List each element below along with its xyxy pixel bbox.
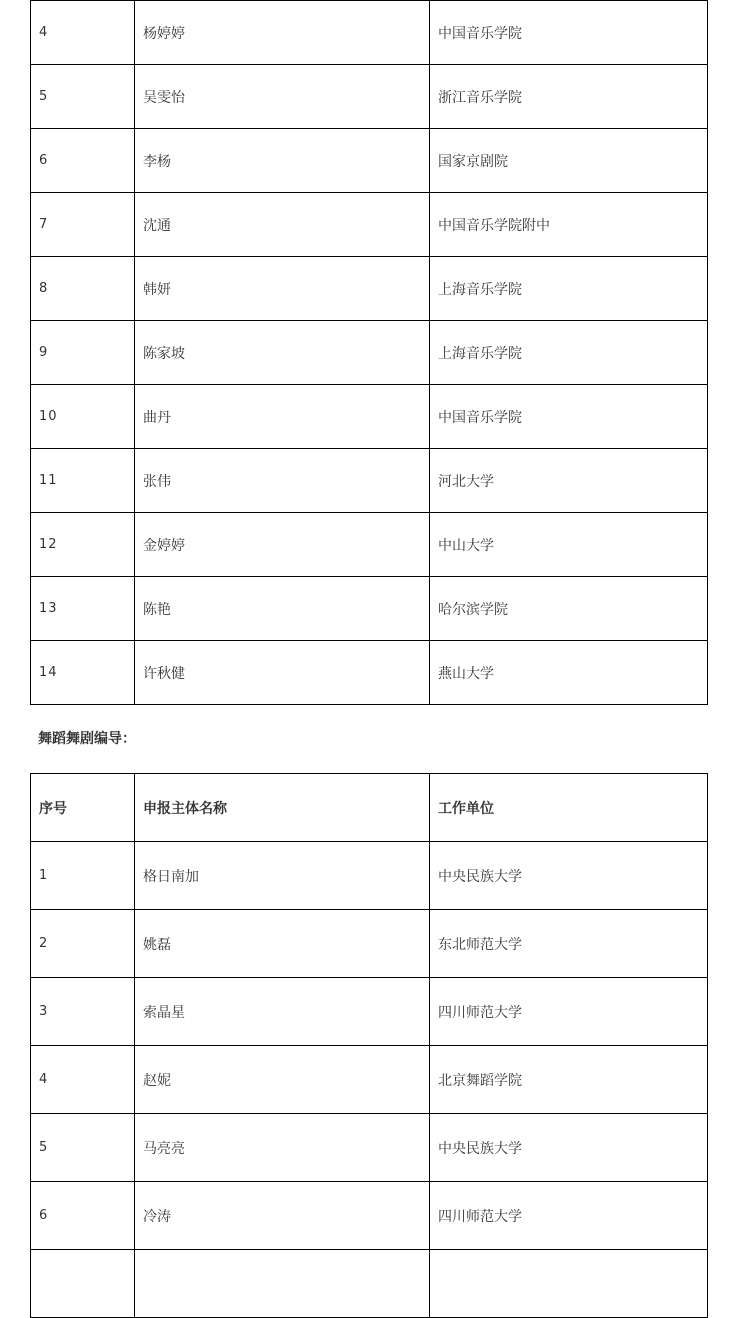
cell-applicant-name: 吴雯怡 (135, 65, 430, 129)
cell-serial-number: 6 (31, 129, 135, 193)
cell-applicant-name: 金婷婷 (135, 513, 430, 577)
cell-applicant-name: 陈艳 (135, 577, 430, 641)
cell-applicant-name: 韩妍 (135, 257, 430, 321)
table-row (31, 978, 708, 1046)
cell-serial-number (31, 1250, 135, 1318)
table-row (31, 1046, 708, 1114)
cell-work-unit: 国家京剧院 (430, 129, 708, 193)
table-row (31, 842, 708, 910)
header-work-unit: 工作单位 (430, 774, 708, 842)
cell-applicant-name: 马亮亮 (135, 1114, 430, 1182)
cell-serial-number: 10 (31, 385, 135, 449)
section-title-dance-choreography: 舞蹈舞剧编导： (38, 731, 136, 747)
cell-serial-number: 8 (31, 257, 135, 321)
cell-serial-number: 13 (31, 577, 135, 641)
cell-work-unit: 燕山大学 (430, 641, 708, 705)
cell-applicant-name: 沈通 (135, 193, 430, 257)
table-row (31, 641, 708, 705)
cell-applicant-name: 格日南加 (135, 842, 430, 910)
table-body (31, 774, 708, 1318)
table-row (31, 65, 708, 129)
cell-applicant-name: 冷涛 (135, 1182, 430, 1250)
table-row (31, 257, 708, 321)
cell-work-unit (430, 1250, 708, 1318)
cell-serial-number: 3 (31, 978, 135, 1046)
table-row (31, 577, 708, 641)
cell-serial-number: 12 (31, 513, 135, 577)
cell-work-unit: 北京舞蹈学院 (430, 1046, 708, 1114)
cell-serial-number: 4 (31, 1, 135, 65)
cell-applicant-name (135, 1250, 430, 1318)
cell-applicant-name: 杨婷婷 (135, 1, 430, 65)
cell-work-unit: 哈尔滨学院 (430, 577, 708, 641)
cell-work-unit: 中山大学 (430, 513, 708, 577)
table-row (31, 193, 708, 257)
table-row (31, 1114, 708, 1182)
table-row (31, 1250, 708, 1318)
cell-serial-number: 4 (31, 1046, 135, 1114)
cell-work-unit: 河北大学 (430, 449, 708, 513)
cell-work-unit: 上海音乐学院 (430, 257, 708, 321)
document-content (30, 0, 707, 1318)
table-row (31, 321, 708, 385)
cell-work-unit: 中央民族大学 (430, 1114, 708, 1182)
cell-work-unit: 中国音乐学院附中 (430, 193, 708, 257)
cell-applicant-name: 李杨 (135, 129, 430, 193)
cell-applicant-name: 索晶星 (135, 978, 430, 1046)
cell-work-unit: 中国音乐学院 (430, 385, 708, 449)
cell-serial-number: 1 (31, 842, 135, 910)
cell-serial-number: 6 (31, 1182, 135, 1250)
cell-applicant-name: 许秋健 (135, 641, 430, 705)
table-row (31, 910, 708, 978)
table-row (31, 513, 708, 577)
cell-serial-number: 14 (31, 641, 135, 705)
cell-serial-number: 2 (31, 910, 135, 978)
cell-work-unit: 浙江音乐学院 (430, 65, 708, 129)
table-row (31, 1182, 708, 1250)
cell-work-unit: 中国音乐学院 (430, 1, 708, 65)
header-applicant-name: 申报主体名称 (135, 774, 430, 842)
table-header-row (31, 774, 708, 842)
table-row (31, 449, 708, 513)
table-body (31, 1, 708, 705)
table-row (31, 1, 708, 65)
cell-work-unit: 中央民族大学 (430, 842, 708, 910)
cell-applicant-name: 曲丹 (135, 385, 430, 449)
cell-applicant-name: 陈家坡 (135, 321, 430, 385)
cell-applicant-name: 姚磊 (135, 910, 430, 978)
cell-serial-number: 11 (31, 449, 135, 513)
table-row (31, 129, 708, 193)
cell-applicant-name: 张伟 (135, 449, 430, 513)
table-row (31, 385, 708, 449)
cell-serial-number: 5 (31, 65, 135, 129)
cell-applicant-name: 赵妮 (135, 1046, 430, 1114)
cell-work-unit: 四川师范大学 (430, 978, 708, 1046)
cell-work-unit: 东北师范大学 (430, 910, 708, 978)
header-serial-number: 序号 (31, 774, 135, 842)
cell-work-unit: 四川师范大学 (430, 1182, 708, 1250)
cell-serial-number: 7 (31, 193, 135, 257)
cell-work-unit: 上海音乐学院 (430, 321, 708, 385)
dance-choreography-table (30, 773, 708, 1318)
cell-serial-number: 9 (31, 321, 135, 385)
recipients-table-continued (30, 0, 708, 705)
cell-serial-number: 5 (31, 1114, 135, 1182)
